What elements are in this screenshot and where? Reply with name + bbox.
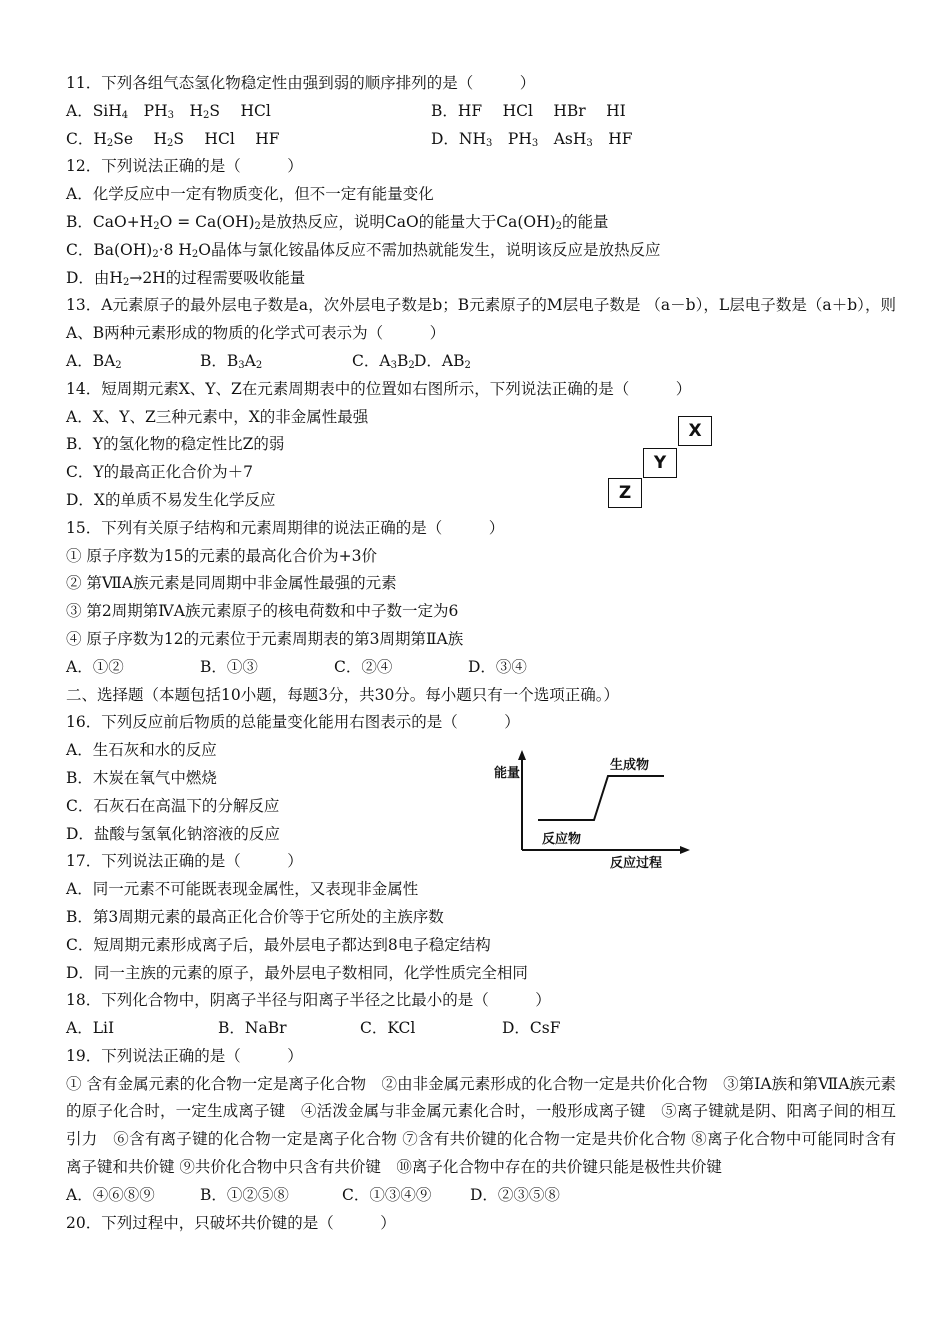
q13-option-a: A．$BA_2$ xyxy=(66,351,122,371)
q14-option-d: D．X的单质不易发生化学反应 xyxy=(66,490,276,509)
q14-stem: 14．短周期元素X、Y、Z在元素周期表中的位置如右图所示，下列说法正确的是（ ） xyxy=(66,379,692,398)
q15-stem: 15．下列有关原子结构和元素周期律的说法正确的是（ ） xyxy=(66,518,505,537)
reactant-label: 反应物 xyxy=(542,832,582,847)
q16-option-c: C．石灰石在高温下的分解反应 xyxy=(66,796,280,815)
q11-row-ab xyxy=(66,98,896,126)
q11-stem: 11．下列各组气态氢化物稳定性由强到弱的顺序排列的是（ ） xyxy=(66,74,536,92)
q11-option-b: B．HF HCl HBr HI xyxy=(431,101,626,120)
q17-option-d: D．同一主族的元素的原子，最外层电子数相同，化学性质完全相同 xyxy=(66,963,528,982)
q17-option-b: B．第3周期元素的最高正化合价等于它所处的主族序数 xyxy=(66,907,444,926)
q19-options xyxy=(66,1182,896,1210)
exam-page xyxy=(66,70,896,1237)
q11-row-cd xyxy=(66,126,896,154)
section-2-heading: 二、选择题（本题包括10小题，每题3分，共30分。每小题只有一个选项正确。） xyxy=(66,685,620,704)
q12-stem: 12．下列说法正确的是（ ） xyxy=(66,157,303,176)
energy-diagram xyxy=(488,748,698,871)
q17-stem: 17．下列说法正确的是（ ） xyxy=(66,852,303,871)
q20-stem: 20．下列过程中，只破坏共价键的是（ ） xyxy=(66,1213,396,1232)
q19-option-a: A．④⑥⑧⑨ xyxy=(66,1185,155,1204)
q15-option-d: D．③④ xyxy=(468,657,527,676)
q16-stem: 16．下列反应前后物质的总能量变化能用右图表示的是（ ） xyxy=(66,713,520,732)
cell-z: Z xyxy=(608,478,642,508)
q15-statement-2: ② 第ⅦA族元素是同周期中非金属性最强的元素 xyxy=(66,574,397,593)
q12-option-d: D．由$H_2\to 2H$的过程需要吸收能量 xyxy=(66,268,306,288)
q17-option-a: A．同一元素不可能既表现金属性，又表现非金属性 xyxy=(66,880,419,899)
q12-option-a: A．化学反应中一定有物质变化，但不一定有能量变化 xyxy=(66,185,434,204)
q18-option-b: B．NaBr xyxy=(218,1019,287,1038)
q19-body: ① 含有金属元素的化合物一定是离子化合物 ②由非金属元素形成的化合物一定是共价化合物 ③第IA族和第ⅦA族元素的原子化合时，一定生成离子键 ④活泼金属与非金属元素化合时，一般形成离子键 ⑤离子键就是阴、阳离子间的相互引力 ⑥含有离子键的化合物一定是离子化合物 ⑦含有共价键的化合物一定是共价化合物 ⑧离子化合物中可能同时含有离子键和共价键 ⑨共价化合物中只含有共价键 ⑩离子化合物中存在的共价键只能是极性共价键 xyxy=(66,1074,896,1177)
q15-option-b: B．①③ xyxy=(200,657,258,676)
q19-stem: 19．下列说法正确的是（ ） xyxy=(66,1046,303,1065)
y-axis-label: 能量 xyxy=(494,766,521,781)
periodic-position-figure xyxy=(606,416,716,508)
cell-x: X xyxy=(678,416,712,446)
q17-option-c: C．短周期元素形成离子后，最外层电子都达到8电子稳定结构 xyxy=(66,935,491,954)
q16-option-a: A．生石灰和水的反应 xyxy=(66,741,217,760)
q13-option-b: B．$B_3A_2$ xyxy=(200,351,263,371)
q16-option-d: D．盐酸与氢氧化钠溶液的反应 xyxy=(66,824,280,843)
q15-statement-4: ④ 原子序数为12的元素位于元素周期表的第3周期第ⅡA族 xyxy=(66,629,464,648)
q11-option-d: D．$NH_3$ $PH_3$ AsH$_3$ HF xyxy=(431,129,633,149)
q13-stem: 13．A元素原子的最外层电子数是a，次外层电子数是b；B元素原子的M层电子数是 （a－b），L层电子数是（a＋b），则A、B两种元素形成的物质的化学式可表示为（ ） xyxy=(66,296,896,343)
cell-y: Y xyxy=(643,448,677,478)
q14-option-c: C．Y的最高正化合价为＋7 xyxy=(66,463,253,482)
product-label: 生成物 xyxy=(610,758,650,773)
q15-statement-1: ① 原子序数为15的元素的最高化合价为+3价 xyxy=(66,546,378,565)
q15-statement-3: ③ 第2周期第ⅣA族元素原子的核电荷数和中子数一定为6 xyxy=(66,602,459,621)
q19-option-b: B．①②⑤⑧ xyxy=(200,1185,289,1204)
x-axis-label: 反应过程 xyxy=(610,856,663,871)
q13-option-d: D．$AB_2$ xyxy=(414,351,471,371)
q18-option-d: D．CsF xyxy=(502,1019,561,1038)
y-axis-arrow xyxy=(518,750,526,760)
q13-option-c: C．$A_3B_2$ xyxy=(352,351,415,371)
q19-option-d: D．②③⑤⑧ xyxy=(470,1185,560,1204)
q14-option-b: B．Y的氢化物的稳定性比Z的弱 xyxy=(66,435,285,454)
q13-options xyxy=(66,348,896,376)
q18-option-a: A．LiI xyxy=(66,1019,115,1038)
q16-option-b: B．木炭在氧气中燃烧 xyxy=(66,768,217,787)
q18-stem: 18．下列化合物中，阴离子半径与阳离子半径之比最小的是（ ） xyxy=(66,991,551,1010)
q11-option-a: A．SiH$_4$ $PH_3$ $H_2S$ HCl xyxy=(66,101,271,121)
q11-option-c: C．$H_2Se$ $H_2S$ HCl HF xyxy=(66,129,280,149)
q19-option-c: C．①③④⑨ xyxy=(342,1185,432,1204)
q15-options xyxy=(66,654,896,682)
q18-option-c: C．KCl xyxy=(360,1019,416,1038)
q12-option-b: B．$CaO+H_2O = Ca(OH)_2$是放热反应，说明CaO的能量大于$Ca(OH)_2$的能量 xyxy=(66,212,609,232)
q14-option-a: A．X、Y、Z三种元素中，X的非金属性最强 xyxy=(66,407,369,426)
q15-option-c: C．②④ xyxy=(334,657,393,676)
q15-option-a: A．①② xyxy=(66,657,124,676)
q18-options xyxy=(66,1015,896,1043)
energy-curve xyxy=(538,776,664,820)
x-axis-arrow xyxy=(680,846,690,854)
q12-option-c: C．$Ba(OH)_2\cdot 8$ $H_2O$晶体与氯化铵晶体反应不需加热就能发生，说明该反应是放热反应 xyxy=(66,240,661,260)
